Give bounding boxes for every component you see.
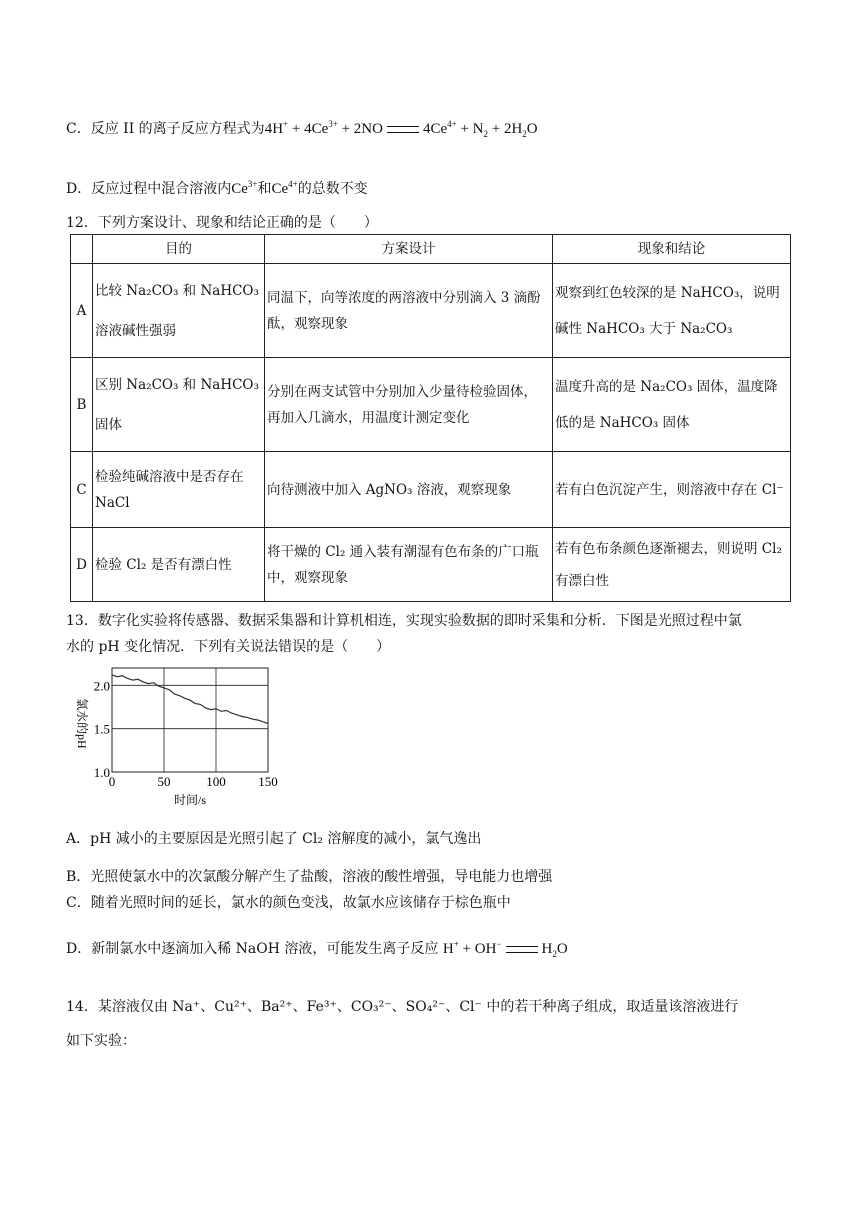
q12-table (70, 234, 791, 602)
table-row (71, 528, 791, 602)
row-design: 向待测液中加入 AgNO₃ 溶液，观察现象 (265, 452, 553, 528)
q13-stem-line1: 13．数字化实验将传感器、数据采集器和计算机相连，实现实验数据的即时采集和分析．下图是光照过程中氯 (66, 613, 742, 629)
ph-line-chart (75, 668, 286, 818)
row-option-label: C (71, 452, 93, 528)
chart-grid (112, 668, 268, 772)
table-row (71, 452, 791, 528)
x-tick-label: 0 (108, 774, 116, 789)
y-tick-label: 2.0 (93, 678, 110, 694)
q14-stem-line2: 如下实验： (66, 1033, 136, 1049)
y-tick-label: 1.0 (93, 765, 110, 780)
q14-stem-line1: 14．某溶液仅由 Na⁺、Cu²⁺、Ba²⁺、Fe³⁺、CO₃²⁻、SO₄²⁻、Cl⁻ 中的若干种离子组成，取适量该溶液进行 (66, 999, 739, 1015)
q13-option-a: A．pH 减小的主要原因是光照引起了 Cl₂ 溶解度的减小，氯气逸出 (66, 831, 482, 847)
row-purpose: 区别 Na₂CO₃ 和 NaHCO₃ 固体 (93, 358, 265, 452)
q13-equation-d: H+ + OH− $H_2O$ (442, 939, 568, 959)
row-design: 将干燥的 Cl₂ 通入装有潮湿有色布条的广口瓶中，观察现象 (265, 528, 553, 602)
q13-option-d: D．新制氯水中逐滴加入稀 NaOH 溶液，可能发生离子反应 H+ + OH− $H_2O$ (66, 939, 568, 959)
row-option-label: D (71, 528, 93, 602)
q12-stem: 12．下列方案设计、现象和结论正确的是（ ） (66, 215, 378, 231)
header-purpose: 目的 (93, 235, 265, 264)
q13-option-c: C．随着光照时间的延长，氯水的颜色变浅，故氯水应该储存于棕色瓶中 (66, 895, 511, 911)
chart-frame (112, 668, 268, 772)
row-purpose: 检验纯碱溶液中是否存在NaCl (93, 452, 265, 528)
y-axis-label: 氯水的pH (75, 698, 89, 749)
x-tick-label: 100 (206, 774, 226, 789)
header-result: 现象和结论 (553, 235, 791, 264)
q11-equation-c: $4H^+ + 4Ce^{3+} + 2NO$ $4Ce^{4+} + N_2 + 2H_2O$ (264, 119, 538, 139)
x-tick-label: 150 (258, 774, 278, 789)
row-option-label: B (71, 358, 93, 452)
row-option-label: A (71, 264, 93, 358)
row-purpose: 检验 Cl₂ 是否有漂白性 (93, 528, 265, 602)
ph-series-line (112, 675, 268, 724)
row-purpose: 比较 Na₂CO₃ 和 NaHCO₃ 溶液碱性强弱 (93, 264, 265, 358)
x-axis-label: 时间/s (174, 793, 207, 807)
row-design: 同温下，向等浓度的两溶液中分别滴入 3 滴酚酞，观察现象 (265, 264, 553, 358)
y-tick-label: 1.5 (93, 721, 110, 737)
q13-option-b: B．光照使氯水中的次氯酸分解产生了盐酸，溶液的酸性增强，导电能力也增强 (66, 869, 553, 885)
x-tick-label: 50 (157, 774, 171, 789)
table-header-row (71, 235, 791, 264)
q11-option-c: C．反应 II 的离子反应方程式为$4H^+ + 4Ce^{3+} + 2NO$ $4Ce^{4+} + N_2 + 2H_2O$ (66, 119, 538, 139)
q13-stem-line2: 水的 pH 变化情况．下列有关说法错误的是（ ） (66, 639, 391, 655)
row-design: 分别在两支试管中分别加入少量待检验固体，再加入几滴水，用温度计测定变化 (265, 358, 553, 452)
header-design: 方案设计 (265, 235, 553, 264)
q11-option-d: D．反应过程中混合溶液内$Ce^{3+}$和$Ce^{4+}$的总数不变 (66, 179, 368, 197)
row-result: 温度升高的是 Na₂CO₃ 固体，温度降低的是 NaHCO₃ 固体 (553, 358, 791, 452)
table-row (71, 358, 791, 452)
row-result: 若有色布条颜色逐渐褪去，则说明 Cl₂ 有漂白性 (553, 528, 791, 602)
row-result: 观察到红色较深的是 NaHCO₃，说明碱性 NaHCO₃ 大于 Na₂CO₃ (553, 264, 791, 358)
table-row (71, 264, 791, 358)
row-result: 若有白色沉淀产生，则溶液中存在 Cl⁻ (553, 452, 791, 528)
